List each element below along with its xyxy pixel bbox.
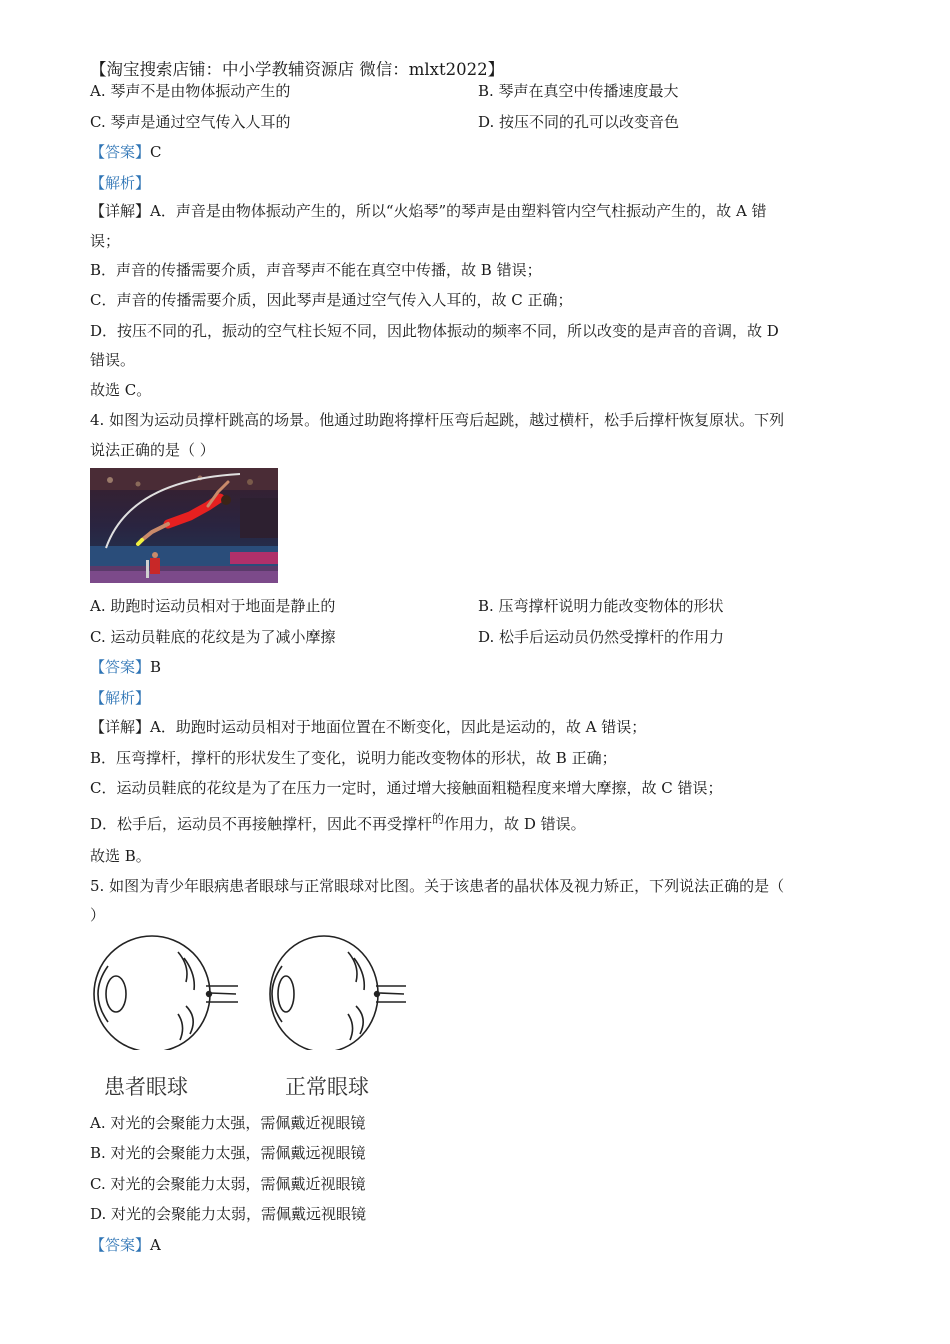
page-header: 【淘宝搜索店铺：中小学教辅资源店 微信：mlxt2022】	[90, 60, 505, 79]
q3-option-a: A. 琴声不是由物体振动产生的	[90, 82, 291, 100]
answer-value: B	[150, 658, 162, 676]
q5-stem-line: 5. 如图为青少年眼病患者眼球与正常眼球对比图。关于该患者的晶状体及视力矫正，下列说法正确的是（	[90, 877, 785, 895]
q4-stem-line: 4. 如图为运动员撑杆跳高的场景。他通过助跑将撑杆压弯后起跳，越过横杆，松手后撑杆恢复原状。下列	[90, 411, 785, 429]
q3-option-c: C. 琴声是通过空气传入人耳的	[90, 113, 291, 131]
q5-option-b: B. 对光的会聚能力太强，需佩戴远视眼镜	[90, 1144, 366, 1162]
q4-detail-line: B．压弯撑杆，撑杆的形状发生了变化，说明力能改变物体的形状，故 B 正确；	[90, 749, 617, 767]
q4-option-a: A. 助跑时运动员相对于地面是静止的	[90, 597, 336, 615]
superscript-char: 的	[432, 812, 445, 826]
normal-eye-label: 正常眼球	[285, 1075, 369, 1099]
q4-option-c: C. 运动员鞋底的花纹是为了减小摩擦	[90, 628, 336, 646]
q3-option-d: D. 按压不同的孔可以改变音色	[478, 113, 680, 131]
patient-eye-label: 患者眼球	[104, 1075, 188, 1099]
detail-text: 作用力，故 D 错误。	[444, 815, 586, 833]
q4-detail-line-d	[90, 814, 865, 835]
q4-detail-line: C．运动员鞋底的花纹是为了在压力一定时，通过增大接触面粗糙程度来增大摩擦，故 C 错误；	[90, 779, 723, 797]
answer-tag: 【答案】	[90, 658, 151, 676]
pole-vault-photo	[90, 468, 278, 583]
q4-detail-line: 【详解】A．助跑时运动员相对于地面位置在不断变化，因此是运动的，故 A 错误；	[90, 718, 647, 736]
q3-detail-line: 【详解】A．声音是由物体振动产生的，所以“火焰琴”的琴声是由塑料管内空气柱振动产生的，故 A 错	[90, 202, 767, 220]
q5-answer	[90, 1235, 865, 1255]
q3-answer	[90, 142, 865, 162]
q5-option-c: C. 对光的会聚能力太弱，需佩戴近视眼镜	[90, 1175, 366, 1193]
q4-stem-line: 说法正确的是（ ）	[90, 441, 215, 459]
q5-stem-line: ）	[90, 906, 106, 924]
q4-answer	[90, 657, 865, 677]
q3-conclusion: 故选 C。	[90, 381, 152, 399]
q3-detail-line: 误；	[90, 232, 121, 250]
answer-tag: 【答案】	[90, 1236, 151, 1254]
q4-option-d: D. 松手后运动员仍然受撑杆的作用力	[478, 628, 725, 646]
q3-detail-line: D．按压不同的孔，振动的空气柱长短不同，因此物体振动的频率不同，所以改变的是声音的音调，故 D	[90, 322, 779, 340]
q4-conclusion: 故选 B。	[90, 847, 151, 865]
answer-value: C	[150, 143, 162, 161]
q3-option-b: B. 琴声在真空中传播速度最大	[478, 82, 679, 100]
q3-detail-line: B．声音的传播需要介质，声音琴声不能在真空中传播，故 B 错误；	[90, 261, 542, 279]
q4-option-b: B. 压弯撑杆说明力能改变物体的形状	[478, 597, 724, 615]
answer-tag: 【答案】	[90, 143, 151, 161]
answer-value: A	[150, 1236, 161, 1254]
q3-detail-line: C．声音的传播需要介质，因此琴声是通过空气传入人耳的，故 C 正确；	[90, 291, 573, 309]
q5-option-d: D. 对光的会聚能力太弱，需佩戴远视眼镜	[90, 1205, 367, 1223]
q3-analysis-tag: 【解析】	[90, 174, 151, 192]
detail-text: D．松手后，运动员不再接触撑杆，因此不再受撑杆	[90, 815, 433, 833]
q4-analysis-tag: 【解析】	[90, 689, 151, 707]
q3-detail-line: 错误。	[90, 351, 136, 369]
eyeball-comparison-figure	[86, 930, 416, 1105]
q5-option-a: A. 对光的会聚能力太强，需佩戴近视眼镜	[90, 1114, 366, 1132]
